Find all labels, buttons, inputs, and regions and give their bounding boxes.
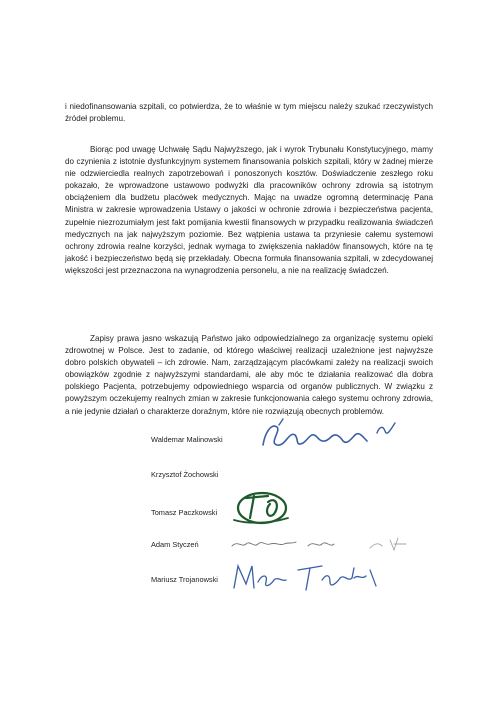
signatory-name-malinowski: Waldemar Malinowski xyxy=(151,435,223,444)
paragraph-2-text: Biorąc pod uwagę Uchwałę Sądu Najwyższego, jak i wyrok Trybunału Konstytucyjnego, mamy do czynienia z istotnie dysfunkcyjnym systemem finansowania polskich szpitali, który w żadnej mierze nie odzwierciedla realnych zapotrzebowań i ponoszonych kosztów. Doświadczenie zeszłego roku pokazało, że wprowadzone ustawowo podwyżki dla pracowników ochrony zdrowia są istotnym obciążeniem dla budżetu placówek medycznych. Mając na uwadze ogromną determinację Pana Ministra w zakresie wprowadzenia Ustawy o jakości w ochronie zdrowia i bezpieczeństwa pacjenta, zupełnie niezrozumiałym jest fakt pomijania kwestii finansowych w przypadku realizowania świadczeń medycznych na jak najwyższym poziomie. Bez wątpienia ustawa ta przyniesie całemu systemowi ochrony zdrowia realne korzyści, jednak wymaga to zwiększenia nakładów finansowych, które na tę jakość i bezpieczeństwo będą się przekładały. Obecna formuła finansowania szpitali, w zdecydowanej większości jest przeznaczona na wynagrodzenia personelu, a nie na realizację świadczeń. xyxy=(65,145,433,275)
paragraph-continuation xyxy=(65,101,433,125)
signature-paczkowski xyxy=(228,488,318,533)
signatory-name-paczkowski: Tomasz Paczkowski xyxy=(151,508,218,517)
paragraph-1-text: i niedofinansowania szpitali, co potwierdza, że to właśnie w tym miejscu należy szukać rzeczywistych źródeł problemu. xyxy=(65,102,433,124)
signature-trojanowski xyxy=(230,560,390,595)
signature-styczen xyxy=(230,530,420,558)
paragraph-state-responsibility xyxy=(65,333,433,418)
signatory-name-trojanowski: Mariusz Trojanowski xyxy=(151,575,218,584)
signatory-name-zochowski: Krzysztof Żochowski xyxy=(151,470,219,479)
paragraph-financing xyxy=(65,144,433,277)
paragraph-3-text: Zapisy prawa jasno wskazują Państwo jako odpowiedzialnego za organizację systemu opieki zdrowotnej w Polsce. Jest to zadanie, od którego właściwej realizacji uzależnione jest najwyższe dobro polskich obywateli – ich zdrowie. Nam, zarządzającym placówkami zależy na realizacji swoich obowiązków zgodnie z najwyższymi standardami, ale aby móc te działania realizować dla dobra polskiego Pacjenta, potrzebujemy odpowiedniego wsparcia od organów publicznych. W związku z powyższym oczekujemy realnych zmian w zakresie funkcjonowania całego systemu ochrony zdrowia, a nie jedynie działań o charakterze doraźnym, które nie rozwiązują obecnych problemów. xyxy=(65,334,433,416)
signatory-name-styczen: Adam Styczeń xyxy=(151,540,199,549)
signature-malinowski xyxy=(255,415,405,455)
